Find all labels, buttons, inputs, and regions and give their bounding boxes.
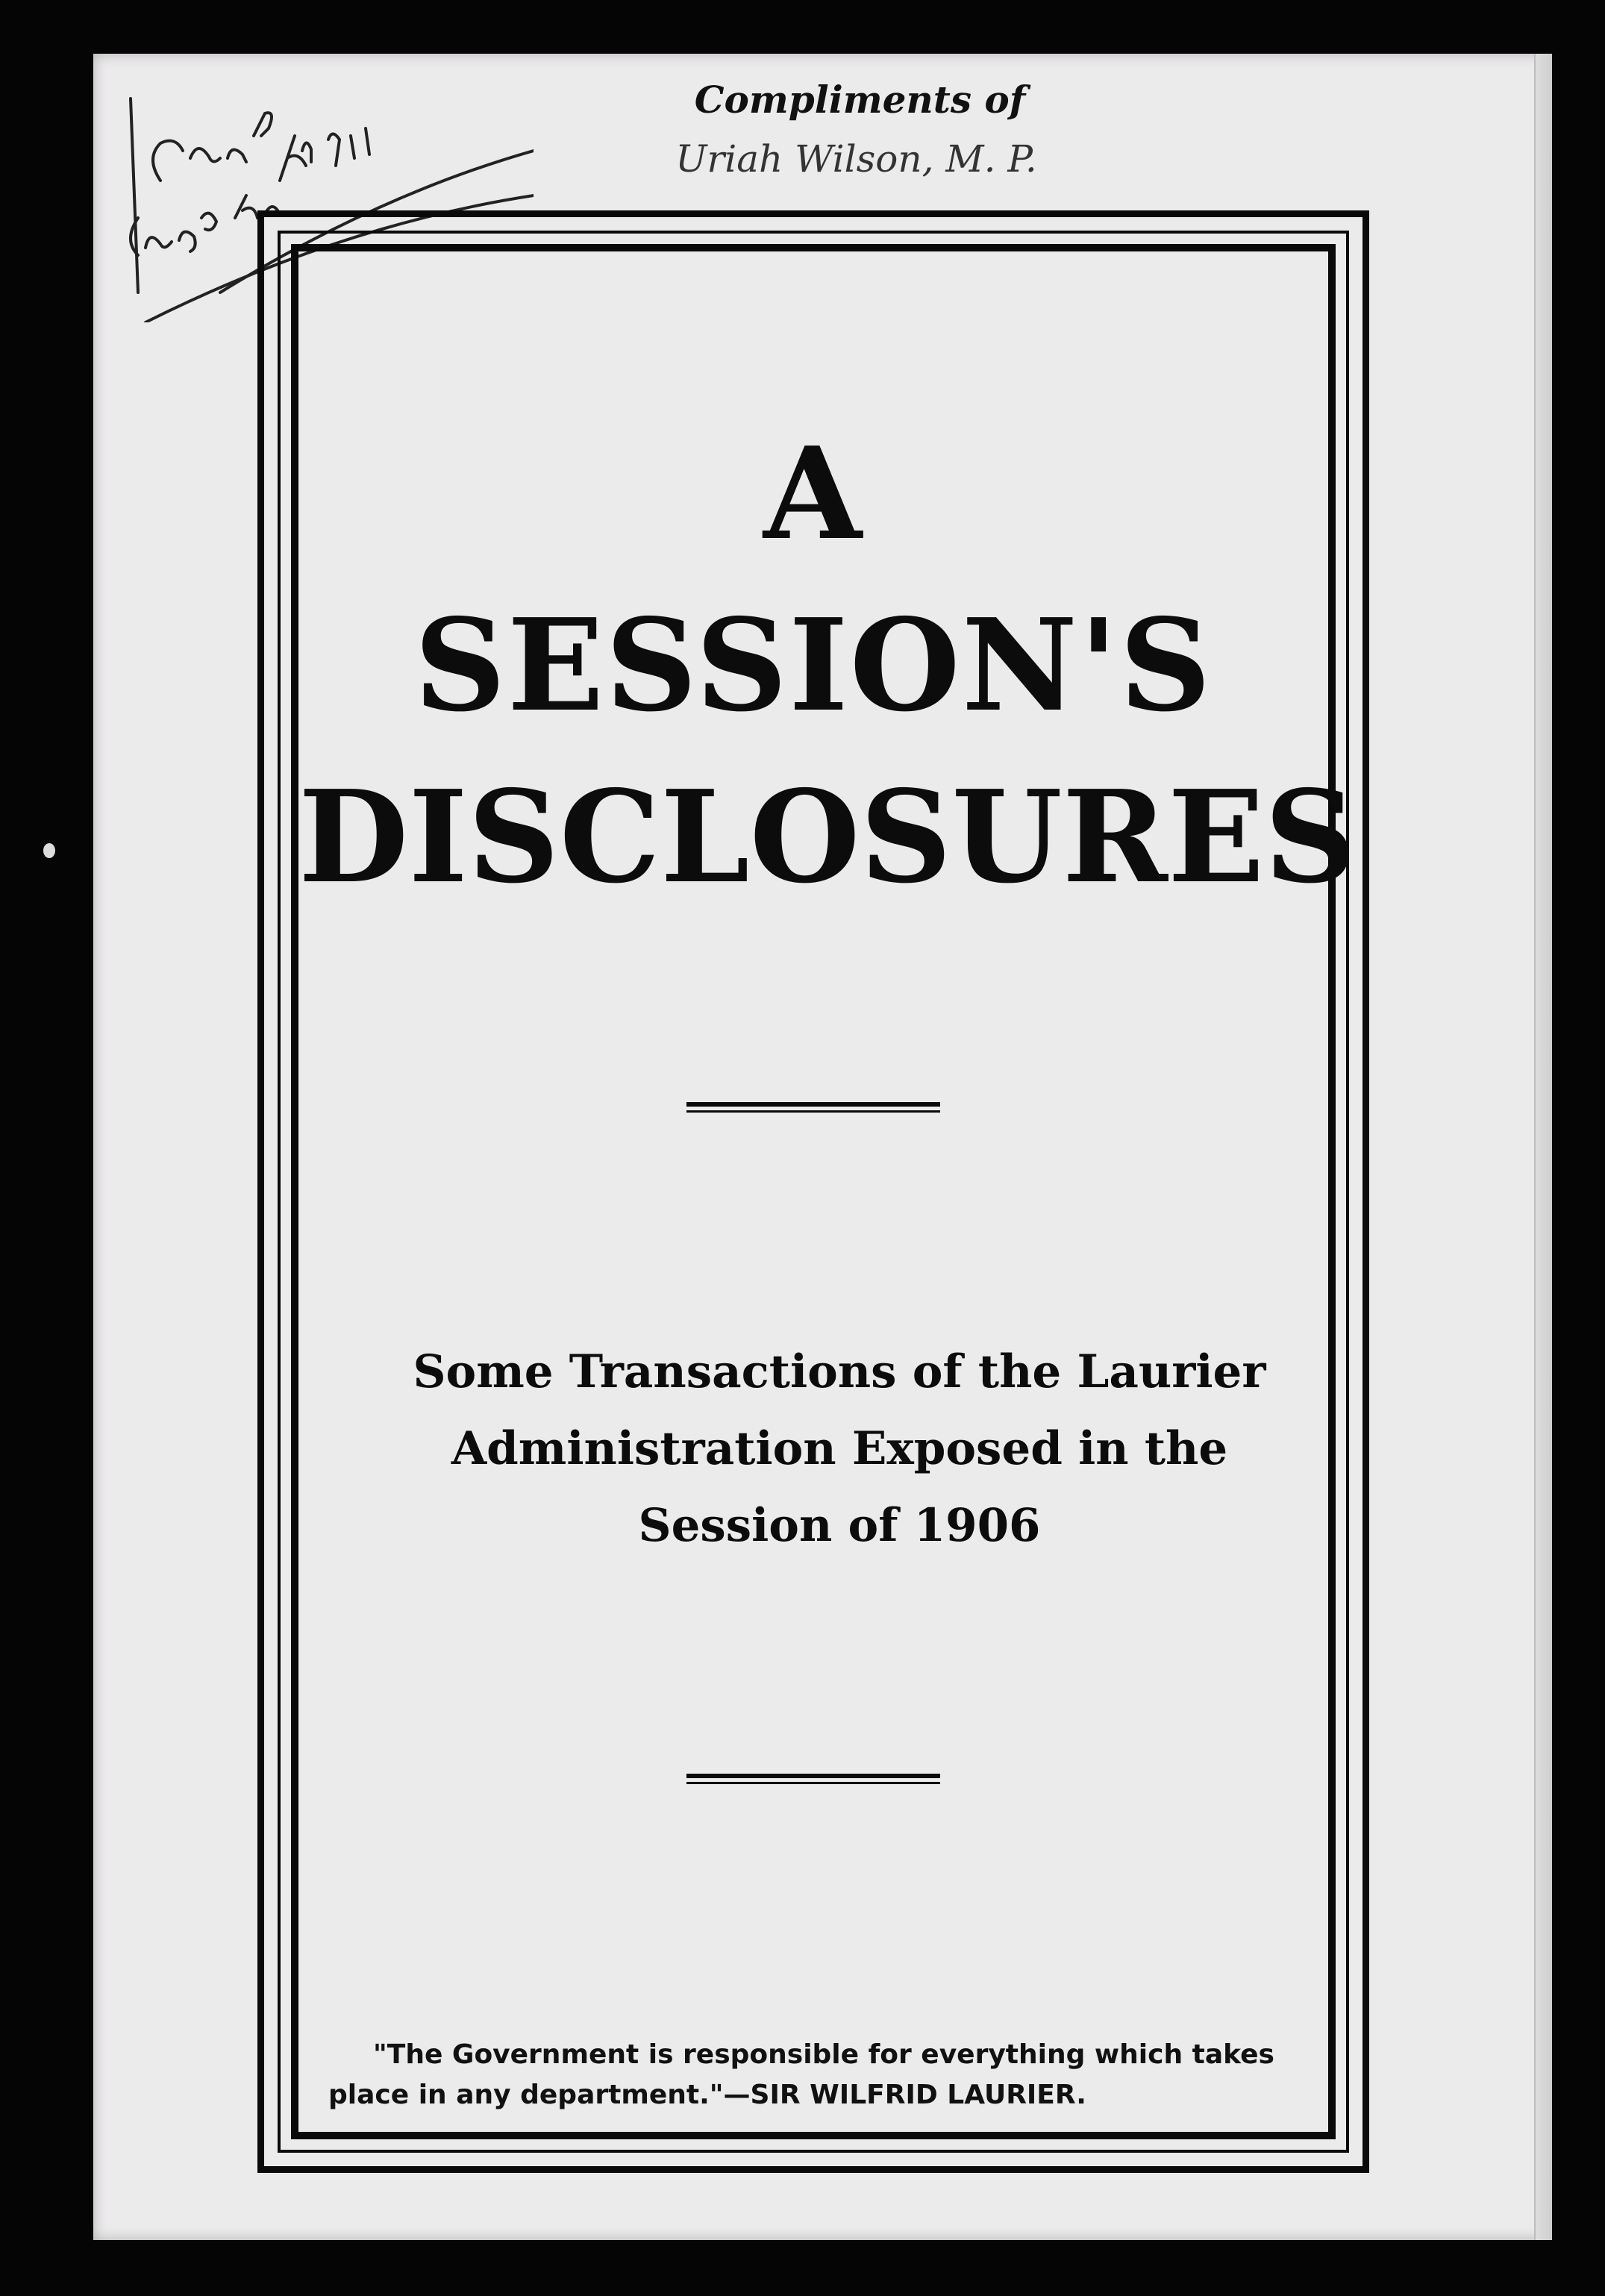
double-rule-divider bbox=[686, 1102, 940, 1114]
quote-line: "The Government is responsible for everything which takes bbox=[373, 2039, 1274, 2070]
subtitle bbox=[298, 1333, 1328, 1564]
title-article: A bbox=[763, 419, 863, 569]
epigraph-quote bbox=[328, 2035, 1395, 2115]
decorative-border-inner bbox=[291, 244, 1357, 2139]
subtitle-line: Some Transactions of the Laurier bbox=[413, 1345, 1266, 1398]
quote-line: place in any department."—SIR WILFRID LAURIER. bbox=[328, 2080, 1086, 2110]
subtitle-line: Session of 1906 bbox=[638, 1499, 1041, 1552]
page-edge bbox=[1534, 54, 1552, 2240]
donor-name-line: Uriah Wilson, M. P. bbox=[675, 137, 1037, 181]
decorative-border bbox=[257, 210, 1369, 2173]
title-word-disclosures: DISCLOSURES bbox=[298, 763, 1357, 912]
subtitle-line: Administration Exposed in the bbox=[451, 1422, 1228, 1475]
title-word-sessions: SESSION'S bbox=[414, 591, 1213, 740]
double-rule-divider bbox=[686, 1774, 940, 1786]
compliments-line: Compliments of bbox=[694, 78, 1026, 122]
pamphlet-cover bbox=[93, 54, 1552, 2240]
dust-speck bbox=[43, 843, 55, 858]
